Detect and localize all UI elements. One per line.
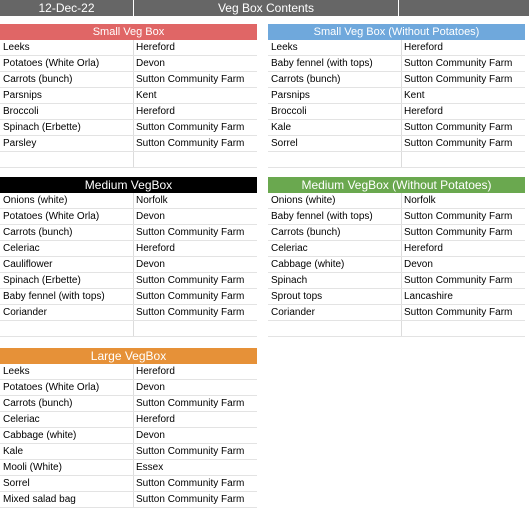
item-origin: Kent: [404, 90, 425, 101]
item-origin: Devon: [136, 58, 165, 69]
item-origin: Hereford: [136, 106, 175, 117]
item-origin: Devon: [136, 211, 165, 222]
item-origin: Sutton Community Farm: [136, 291, 245, 302]
item-name: Carrots (bunch): [3, 227, 73, 238]
item-name: Spinach (Erbette): [3, 275, 81, 286]
item-origin: Devon: [136, 430, 165, 441]
item-origin: Sutton Community Farm: [404, 58, 513, 69]
medium-veg-box-no-potatoes-title: Medium VegBox (Without Potatoes): [268, 177, 525, 193]
item-name: Spinach (Erbette): [3, 122, 81, 133]
table-row: [0, 428, 257, 444]
table-row: [0, 492, 257, 508]
item-origin: Hereford: [136, 366, 175, 377]
item-origin: Sutton Community Farm: [404, 74, 513, 85]
medium-veg-box-title: Medium VegBox: [0, 177, 257, 193]
table-row: [268, 209, 525, 225]
small-veg-box: [0, 24, 257, 168]
item-name: Baby fennel (with tops): [3, 291, 105, 302]
table-row: [0, 40, 257, 56]
table-row: [0, 225, 257, 241]
large-veg-box: [0, 348, 257, 508]
item-origin: Norfolk: [136, 195, 168, 206]
empty-row: [0, 321, 257, 337]
item-origin: Sutton Community Farm: [404, 275, 513, 286]
item-name: Kale: [3, 446, 24, 457]
table-row: [268, 136, 525, 152]
item-origin: Sutton Community Farm: [136, 122, 245, 133]
table-row: [0, 120, 257, 136]
item-origin: Sutton Community Farm: [404, 227, 513, 238]
item-origin: Devon: [136, 259, 165, 270]
table-row: [268, 273, 525, 289]
item-origin: Sutton Community Farm: [404, 122, 513, 133]
table-row: [268, 40, 525, 56]
table-row: [0, 364, 257, 380]
table-row: [0, 104, 257, 120]
header-title: Veg Box Contents: [134, 0, 398, 16]
item-name: Carrots (bunch): [3, 398, 73, 409]
item-name: Mooli (White): [3, 462, 62, 473]
table-row: [268, 289, 525, 305]
table-row: [0, 136, 257, 152]
small-veg-box-no-potatoes: [268, 24, 525, 168]
item-name: Sorrel: [271, 138, 298, 149]
table-row: [0, 209, 257, 225]
table-row: [0, 241, 257, 257]
table-row: [268, 257, 525, 273]
table-row: [268, 193, 525, 209]
item-name: Leeks: [271, 42, 298, 53]
item-origin: Sutton Community Farm: [136, 446, 245, 457]
item-name: Carrots (bunch): [3, 74, 73, 85]
item-name: Baby fennel (with tops): [271, 211, 373, 222]
item-origin: Sutton Community Farm: [136, 275, 245, 286]
item-origin: Sutton Community Farm: [404, 211, 513, 222]
item-name: Sorrel: [3, 478, 30, 489]
table-row: [268, 88, 525, 104]
item-origin: Hereford: [136, 414, 175, 425]
medium-veg-box-no-potatoes: [268, 177, 525, 337]
item-name: Parsnips: [3, 90, 42, 101]
item-name: Parsley: [3, 138, 37, 149]
table-row: [268, 56, 525, 72]
table-row: [0, 380, 257, 396]
item-name: Onions (white): [3, 195, 68, 206]
table-row: [0, 476, 257, 492]
item-name: Cauliflower: [3, 259, 53, 270]
small-veg-box-no-potatoes-title: Small Veg Box (Without Potatoes): [268, 24, 525, 40]
table-row: [0, 193, 257, 209]
item-name: Potatoes (White Orla): [3, 382, 100, 393]
item-name: Potatoes (White Orla): [3, 58, 100, 69]
table-row: [0, 444, 257, 460]
item-origin: Sutton Community Farm: [136, 398, 245, 409]
item-name: Parsnips: [271, 90, 310, 101]
table-row: [0, 396, 257, 412]
item-origin: Sutton Community Farm: [136, 307, 245, 318]
item-name: Celeriac: [3, 414, 40, 425]
item-origin: Sutton Community Farm: [136, 478, 245, 489]
table-row: [268, 305, 525, 321]
table-row: [0, 412, 257, 428]
item-origin: Norfolk: [404, 195, 436, 206]
empty-row: [0, 152, 257, 168]
item-origin: Sutton Community Farm: [136, 138, 245, 149]
item-name: Spinach: [271, 275, 308, 286]
header-bar: [0, 0, 529, 16]
medium-veg-box: [0, 177, 257, 337]
item-name: Celeriac: [271, 243, 308, 254]
item-name: Mixed salad bag: [3, 494, 76, 505]
large-veg-box-title: Large VegBox: [0, 348, 257, 364]
item-name: Sprout tops: [271, 291, 323, 302]
item-name: Potatoes (White Orla): [3, 211, 100, 222]
item-name: Cabbage (white): [3, 430, 77, 441]
table-row: [0, 273, 257, 289]
item-name: Cabbage (white): [271, 259, 345, 270]
table-row: [268, 120, 525, 136]
item-name: Carrots (bunch): [271, 227, 341, 238]
item-origin: Hereford: [136, 243, 175, 254]
item-origin: Kent: [136, 90, 157, 101]
table-row: [0, 257, 257, 273]
table-row: [0, 72, 257, 88]
item-name: Leeks: [3, 42, 30, 53]
table-row: [0, 460, 257, 476]
table-row: [0, 88, 257, 104]
empty-row: [268, 321, 525, 337]
small-veg-box-title: Small Veg Box: [0, 24, 257, 40]
item-name: Coriander: [271, 307, 315, 318]
item-name: Carrots (bunch): [271, 74, 341, 85]
empty-row: [268, 152, 525, 168]
header-date: 12-Dec-22: [0, 0, 133, 16]
item-origin: Hereford: [404, 106, 443, 117]
table-row: [0, 289, 257, 305]
item-origin: Hereford: [404, 42, 443, 53]
item-origin: Sutton Community Farm: [136, 494, 245, 505]
item-origin: Hereford: [136, 42, 175, 53]
table-row: [268, 72, 525, 88]
item-name: Baby fennel (with tops): [271, 58, 373, 69]
item-origin: Sutton Community Farm: [404, 307, 513, 318]
item-name: Celeriac: [3, 243, 40, 254]
item-name: Broccoli: [271, 106, 307, 117]
item-origin: Hereford: [404, 243, 443, 254]
item-origin: Essex: [136, 462, 164, 473]
item-origin: Devon: [404, 259, 433, 270]
table-row: [0, 305, 257, 321]
item-origin: Sutton Community Farm: [136, 74, 245, 85]
item-name: Leeks: [3, 366, 30, 377]
item-origin: Sutton Community Farm: [136, 227, 245, 238]
item-name: Kale: [271, 122, 292, 133]
header-blank: [399, 0, 529, 16]
item-origin: Devon: [136, 382, 165, 393]
table-row: [268, 241, 525, 257]
item-name: Coriander: [3, 307, 47, 318]
table-row: [0, 56, 257, 72]
item-name: Broccoli: [3, 106, 39, 117]
table-row: [268, 104, 525, 120]
item-origin: Lancashire: [404, 291, 453, 302]
item-origin: Sutton Community Farm: [404, 138, 513, 149]
table-row: [268, 225, 525, 241]
item-name: Onions (white): [271, 195, 336, 206]
